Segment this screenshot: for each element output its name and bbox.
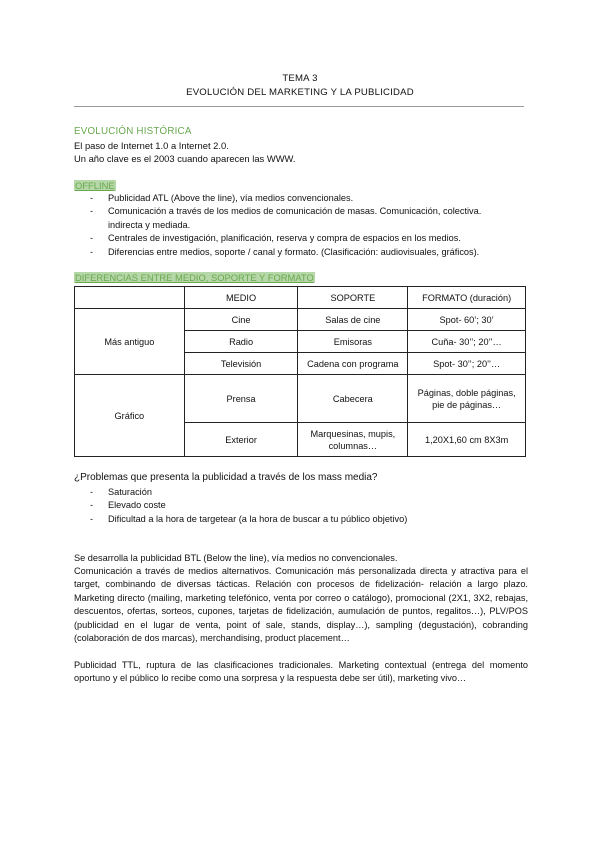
table-cell: Cadena con programa [298,353,408,375]
table-header-cell: SOPORTE [298,287,408,309]
table-cell: Spot- 30’’; 20’’… [408,353,526,375]
table-cell: Radio [184,331,298,353]
table-cell: Cabecera [298,375,408,423]
table-cell: Salas de cine [298,309,408,331]
document-title: EVOLUCIÓN DEL MARKETING Y LA PUBLICIDAD [186,87,414,98]
offline-list [90,192,481,259]
btl-paragraph: Comunicación a través de medios alternativos. Comunicación más personalizada directa y atractiva para el target, combinando de diversas tácticas. Relación con procesos de fidelización- relación a largo plazo. Marketing directo (mailing, marketing telefónico, venta por correo o catálogo), promocional (2X1, 3X2, rebajas, descuentos, ofertas, sorteos, cupones, tarjetas de fidelización, aumulación de puntos, regalitos…), PLV/POS (publicidad en el lugar de venta, point of sale, stands, display…), sampling (degustación), cobranding (colaboración de dos marcas), merchandising, product placement… [74,566,528,644]
list-item-continuation: indirecta y mediada. [108,219,191,230]
historia-line-1: El paso de Internet 1.0 a Internet 2.0. [74,140,229,151]
list-item: - Centrales de investigación, planificación, reserva y compra de espacios en los medios. [90,232,481,245]
table-cell: Marquesinas, mupis, columnas… [298,423,408,457]
section-heading-historia: EVOLUCIÓN HISTÓRICA [74,126,192,137]
diferencias-heading-text: DIFERENCIAS ENTRE MEDIO, SOPORTE Y FORMATO [75,272,314,283]
table-row [75,309,526,331]
table-header-empty [75,287,185,309]
list-item: - Publicidad ATL (Above the line), vía medios convencionales. [90,192,481,205]
list-item: - Saturación [90,486,407,499]
table-cell: Televisión [184,353,298,375]
table-cell: Cine [184,309,298,331]
table-cell: Cuña- 30’’; 20’’… [408,331,526,353]
problemas-question: ¿Problemas que presenta la publicidad a través de los mass media? [74,472,378,483]
table-cell: Emisoras [298,331,408,353]
section-heading-diferencias [74,271,315,284]
medios-table [74,286,526,457]
table-cell: Spot- 60’; 30’ [408,309,526,331]
table-header-cell: MEDIO [184,287,298,309]
table-header-cell: FORMATO (duración) [408,287,526,309]
group-cell: Gráfico [75,375,185,457]
problemas-list [90,486,407,526]
table-cell: Páginas, doble páginas, pie de páginas… [408,375,526,423]
ttl-paragraph: Publicidad TTL, ruptura de las clasificaciones tradicionales. Marketing contextual (entrega del momento oportuno y el público lo recibe como una sorpresa y la respuesta debe ser útil), marketing vivo… [74,660,528,684]
table-cell: Prensa [184,375,298,423]
list-item: - Comunicación a través de los medios de comunicación de masas. Comunicación, colectiva. [90,205,481,218]
table-row [75,375,526,423]
offline-heading-text: OFFLINE [75,180,115,191]
group-cell: Más antiguo [75,309,185,375]
table-cell: 1,20X1,60 cm 8X3m [408,423,526,457]
list-item: - Dificultad a la hora de targetear (a la hora de buscar a tu público objetivo) [90,513,407,526]
list-item: - Elevado coste [90,499,407,512]
list-item: - Diferencias entre medios, soporte / canal y formato. (Clasificación: audiovisuales, gráficos). [90,246,481,259]
table-cell: Exterior [184,423,298,457]
btl-intro: Se desarrolla la publicidad BTL (Below the line), vía medios no convencionales. [74,553,398,563]
section-heading-offline [74,179,116,192]
historia-line-2: Un año clave es el 2003 cuando aparecen las WWW. [74,153,296,164]
table-header-row [75,287,526,309]
title-divider [74,106,524,107]
topic-label: TEMA 3 [282,73,318,84]
